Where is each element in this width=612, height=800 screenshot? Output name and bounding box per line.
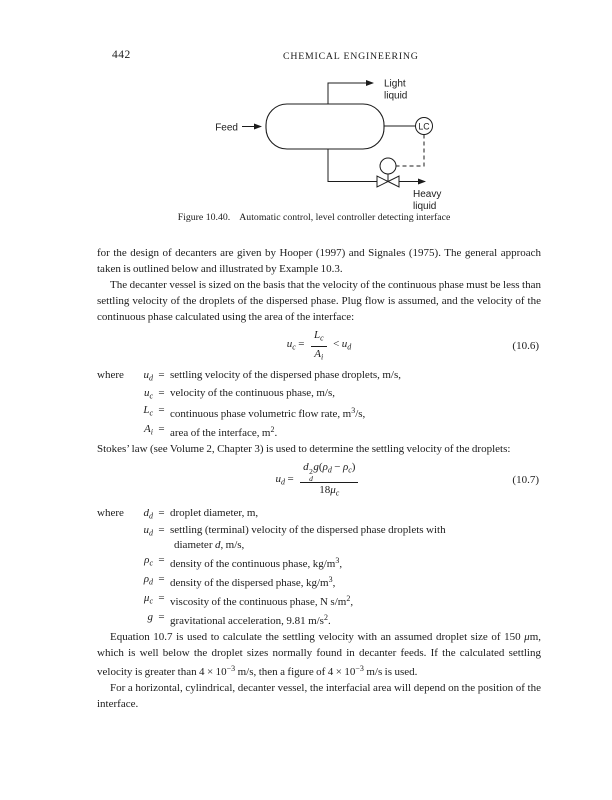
nomenclature-list-2 bbox=[97, 506, 541, 630]
light-liquid-label-line2: liquid bbox=[384, 90, 408, 102]
level-controller-tag: LC bbox=[418, 121, 430, 132]
definition-row: g = gravitational acceleration, 9.81 $m/s^2$. bbox=[147, 611, 331, 627]
definition-row: $A_i$ = area of the interface, $m^2$. bbox=[144, 423, 278, 439]
definition-row: where $u_d$ = settling velocity of the dispersed phase droplets, m/s, bbox=[97, 369, 401, 383]
equation-10-7 bbox=[97, 460, 541, 501]
definition-row: $\rho_d$ = density of the dispersed phase, $kg/m^3$, bbox=[143, 573, 336, 589]
figure-caption-label: Figure 10.40. bbox=[177, 212, 231, 223]
heavy-liquid-label-line2: liquid bbox=[413, 201, 437, 212]
running-title: CHEMICAL ENGINEERING bbox=[283, 51, 419, 62]
equation-10-6 bbox=[97, 328, 541, 364]
definition-row: $\rho_c$ = density of the continuous phase, $kg/m^3$, bbox=[144, 554, 343, 570]
paragraph-vessel-sizing: The decanter vessel is sized on the basis that the velocity of the continuous phase must be less than settling velocity of the droplets of the dispersed phase. Plug flow is assumed, and the velocity of the continuous phase calculated using the area of the interface: bbox=[97, 279, 541, 323]
heavy-liquid-label-line1: Heavy bbox=[413, 189, 442, 200]
eq106-denominator: $A_i$ bbox=[314, 347, 324, 361]
definition-row: where $d_d$ = droplet diameter, m, bbox=[97, 506, 259, 520]
definition-row: $\mu_c$ = viscosity of the continuous phase, N $s/m^2$, bbox=[143, 592, 354, 608]
control-signal-line bbox=[397, 135, 425, 167]
eq107-lhs: $u_d$ = bbox=[275, 472, 297, 486]
definition-row: $u_d$ = settling (terminal) velocity of the dispersed phase droplets with diameter d, m/s, bbox=[143, 524, 446, 551]
decanter-vessel bbox=[266, 104, 384, 149]
light-liquid-pipe bbox=[328, 83, 373, 104]
nomenclature-list-1 bbox=[97, 368, 541, 441]
definition-row: $u_c$ = velocity of the continuous phase, m/s, bbox=[143, 386, 335, 400]
light-liquid-label-line1: Light bbox=[384, 78, 406, 90]
paragraph-equation-usage: Equation 10.7 is used to calculate the settling velocity with an assumed droplet size of 150 μm, which is well below the droplet sizes normally found in decanter feeds. If the calculated settling velocity is greater than $4 \times 10^{-3}$ m/s, then a figure of $4 \times 10^{-3}$ m/s is used. bbox=[97, 631, 541, 678]
decanter-control-diagram bbox=[0, 62, 612, 214]
figure-caption-text: Automatic control, level controller detecting interface bbox=[239, 212, 451, 223]
feed-label: Feed bbox=[215, 122, 238, 134]
eq106-numerator: $L_c$ bbox=[311, 328, 327, 347]
eq106-fraction bbox=[311, 328, 327, 364]
page-number: 442 bbox=[112, 49, 131, 61]
paragraph-horizontal-vessel: For a horizontal, cylindrical, decanter vessel, the interfacial area will depend on the position of the interface. bbox=[97, 682, 541, 710]
eq106-lhs: $u_c$ = bbox=[286, 338, 307, 352]
body-text bbox=[97, 245, 541, 712]
figure-caption bbox=[84, 212, 544, 224]
control-valve bbox=[377, 158, 399, 187]
definition-row: $L_c$ = continuous phase volumetric flow rate, $m^3/s$, bbox=[143, 404, 366, 420]
paragraph-stokes-law: Stokes’ law (see Volume 2, Chapter 3) is used to determine the settling velocity of the droplets: bbox=[97, 443, 511, 455]
paragraph-decanter-refs: for the design of decanters are given by Hooper (1997) and Signales (1975). The general approach taken is outlined below and illustrated by Example 10.3. bbox=[97, 247, 541, 275]
eq107-fraction bbox=[300, 460, 358, 501]
equation-number-10-7: (10.7) bbox=[512, 474, 539, 487]
equation-number-10-6: (10.6) bbox=[512, 340, 539, 352]
eq106-rhs: < $u_d$ bbox=[330, 338, 352, 352]
eq107-denominator: $18\mu_c$ bbox=[319, 484, 340, 498]
valve-actuator bbox=[380, 158, 396, 174]
eq107-numerator: d 2 d $g(\rho_d - \rho_c)$ bbox=[300, 460, 358, 483]
